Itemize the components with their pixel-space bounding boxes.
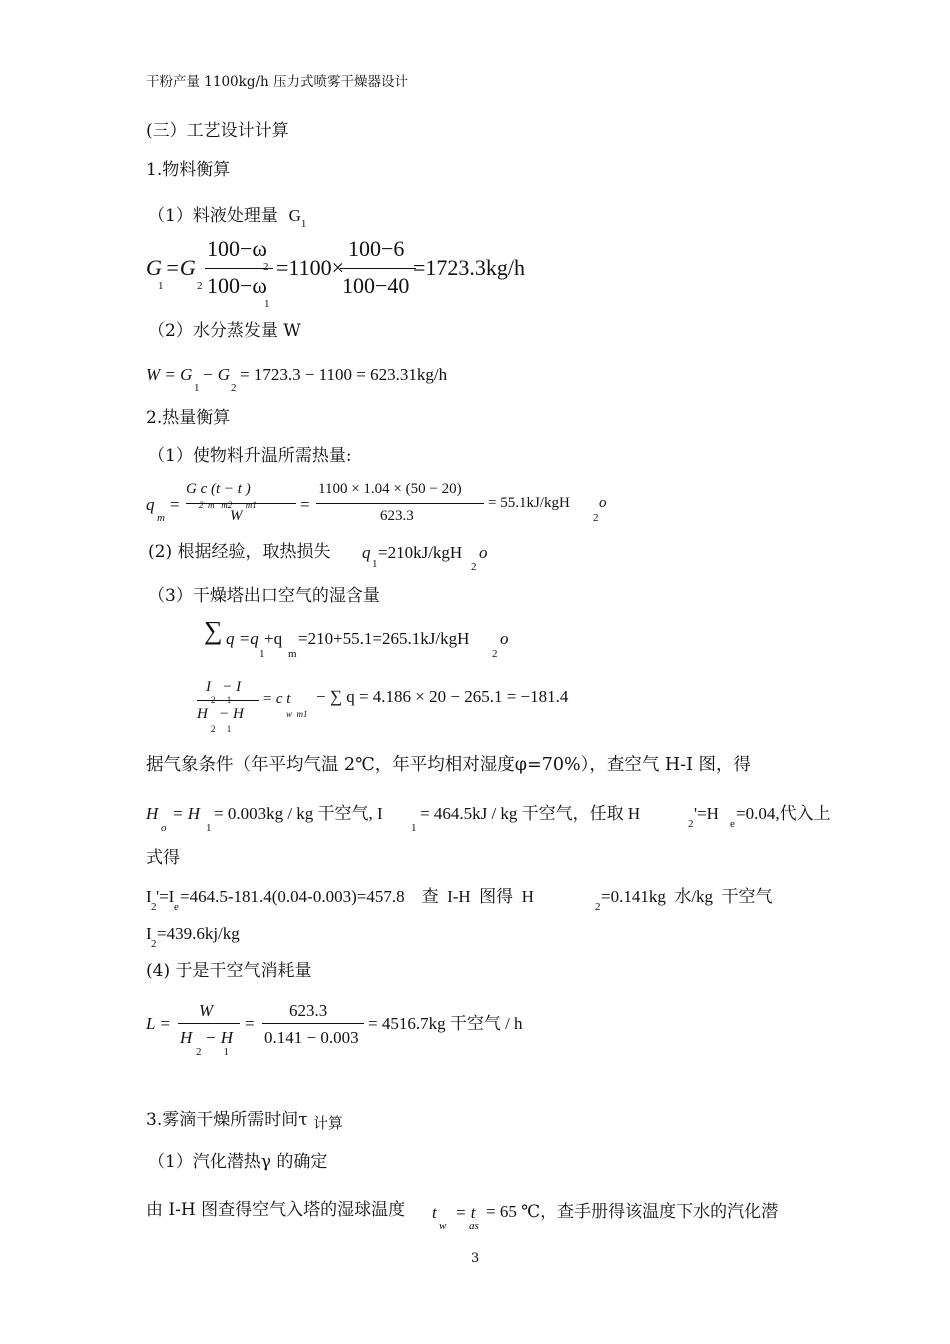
paragraph-substitute: 式得 (146, 848, 180, 868)
item-air-consumption-label: (4) 于是干空气消耗量 (146, 961, 312, 981)
page-number: 3 (471, 1251, 480, 1266)
item-feed-rate-label: （1）料液处理量 $G_1$ (148, 206, 307, 230)
heading-material-balance: 1.物料衡算 (146, 160, 231, 180)
item-humidity-label: （3）干燥塔出口空气的湿含量 (148, 586, 380, 606)
section-title: (三）工艺设计计算 (146, 121, 289, 141)
page-header: 干粉产量 1100kg/h 压力式喷雾干燥器设计 (146, 74, 409, 90)
item-heat-required-label: （1）使物料升温所需热量: (148, 446, 352, 466)
paragraph-weather: 据气象条件（年平均气温 2℃，年平均相对湿度φ=70%），查空气 H-I 图，得 (146, 755, 752, 775)
document-page: 干粉产量 1100kg/h 压力式喷雾干燥器设计 (三）工艺设计计算 1.物料衡算 （1）料液处理量 $G_1$ G 1 =G 2 100−ω 2 100−ω 1 =1100× 100−6 100−40 =1723.3kg/h （2）水分蒸发量 W W = G 1 − G 2 = 1723.3 − 1100 = 623.31kg/h 2.热量衡算 （1）使物料升温所需热量: q m = G c (t − t ) 2 m m2 m1 W = 1100 × 1.04 × (50 − 20) 623.3 = 55.1kJ/kgH 2 o (2) 根据经验，取热损失 q 1 =210kJ/kgH 2 o （3）干燥塔出口空气的湿含量 ∑ q =q 1 +q m =210+55.1=265.1kJ/kgH 2 o I − I 2 1 H − H 2 1 = c t w m1 − ∑ q = 4.186 × 20 − 265.1 = −181.4 据气象条件（年平均气温 2℃，年平均相对湿度φ=70%），查空气 H-I 图，得 H o = H 1 = 0.003kg / kg 干空气, I 1 = 464.5kJ / kg 干空气，任取 H 2 '=H e =0.04,代入上 式得 I 2 '=I e =464.5-181.4(0.04-0.003)=457.8 查 I-H 图得 H 2 =0.141kg 水/kg 干空气 I 2 =439.6kj/kg (4) 于是干空气消耗量 L = W H − H 2 1 = 623.3 0.141 − 0.003 = 4516.7kg 干空气 / h 3.雾滴干燥所需时间τ 计算 （1）汽化潜热γ 的确定 由 I-H 图查得空气入塔的湿球温度 t w = t as = 65 ℃，查手册得该温度下水的汽化潜 3 (146, 74, 831, 1266)
heading-heat-balance: 2.热量衡算 (146, 408, 231, 428)
item-latent-heat-label: （1）汽化潜热γ 的确定 (148, 1152, 328, 1172)
item-evaporation-label: （2）水分蒸发量 W (148, 321, 301, 341)
